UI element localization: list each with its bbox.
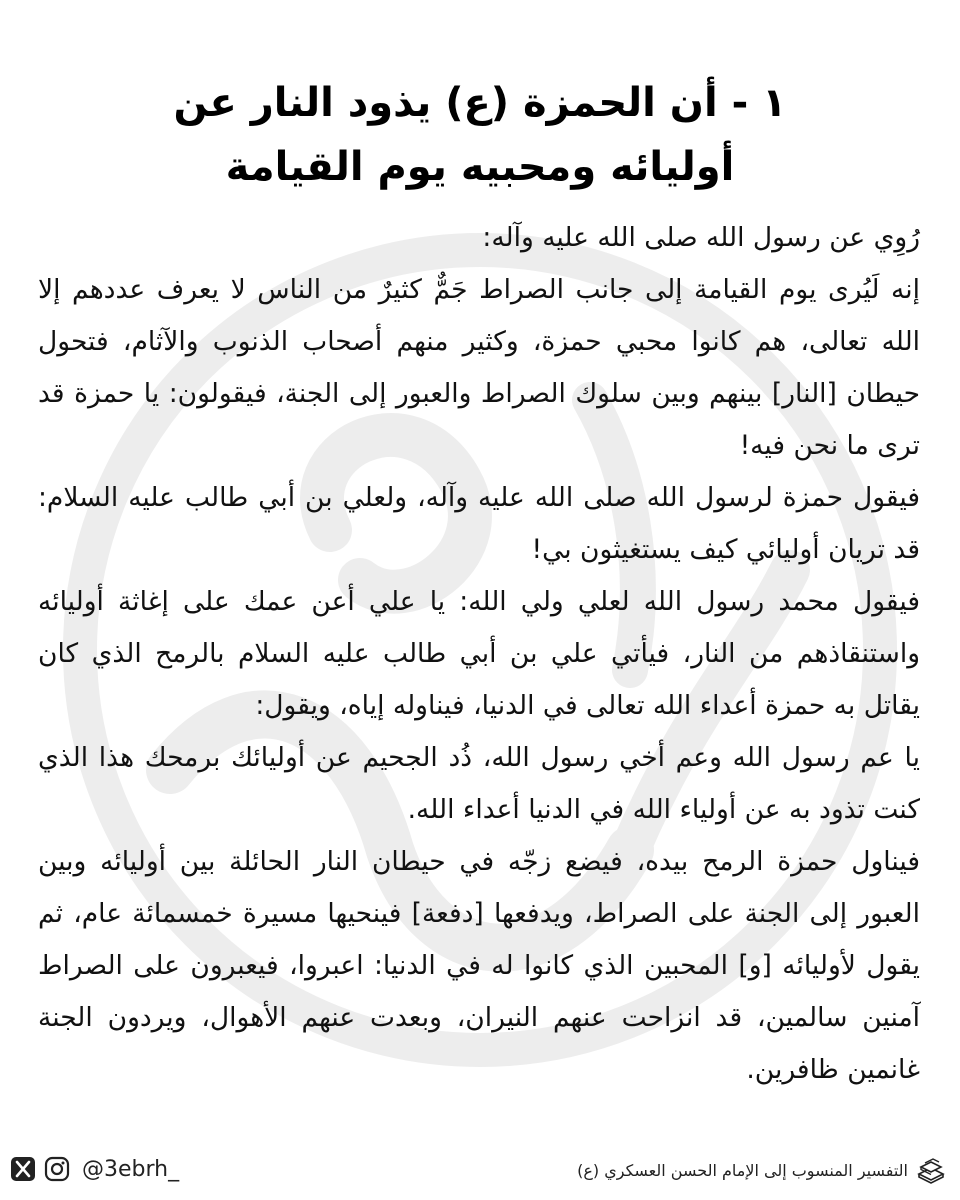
paragraph: فيقول حمزة لرسول الله صلى الله عليه وآله، ولعلي بن أبي طالب عليه السلام: قد تريان أوليائي كيف يستغيثون بي! [38, 482, 920, 565]
handle-text: @3ebrh_ [82, 1156, 180, 1182]
source-citation [577, 1156, 946, 1184]
paragraph: إنه لَيُرى يوم القيامة إلى جانب الصراط جَمٌّ كثيرٌ من الناس لا يعرف عددهم إلا الله تعالى، هم كانوا محبي حمزة، وكثير منهم أصحاب الذنوب والآثام، فتحول حيطان [النار] بينهم وبين سلوك الصراط والعبور إلى الجنة، فيقولون: يا حمزة قد ترى ما نحن فيه! [38, 274, 920, 461]
x-logo-icon[interactable] [10, 1156, 36, 1182]
paragraph-intro: رُوِي عن رسول الله صلى الله عليه وآله: [482, 222, 920, 253]
page-title [60, 71, 900, 199]
paragraph: فيقول محمد رسول الله لعلي ولي الله: يا علي أعن عمك على إغاثة أوليائه واستنقاذهم من النار، فيأتي علي بن أبي طالب عليه السلام بالرمح الذي كان يقاتل به حمزة أعداء الله تعالى في الدنيا، فيناوله إياه، ويقول: [38, 586, 920, 721]
title-line-1: ١ - أن الحمزة (ع) يذود النار عن [173, 79, 787, 126]
books-icon [916, 1156, 946, 1184]
paragraph: فيناول حمزة الرمح بيده، فيضع زجّه في حيطان النار الحائلة بين أوليائه وبين العبور إلى الجنة على الصراط، ويدفعها [دفعة] فينحيها مسيرة خمسمائة عام، ثم يقول لأوليائه [و] المحبين الذي كانوا له في الدنيا: اعبروا، فيعبرون على الصراط آمنين سالمين، قد انزاحت عنهم النيران، وبعدت عنهم الأهوال، ويردون الجنة غانمين ظافرين. [38, 846, 920, 1085]
paragraph: يا عم رسول الله وعم أخي رسول الله، ذُد الجحيم عن أوليائك برمحك هذا الذي كنت تذود به عن أولياء الله في الدنيا أعداء الله. [38, 742, 920, 825]
article-body [38, 212, 920, 1096]
footer [0, 1150, 960, 1190]
instagram-icon[interactable] [44, 1156, 70, 1182]
title-line-2: أوليائه ومحبيه يوم القيامة [225, 143, 735, 190]
source-text: التفسير المنسوب إلى الإمام الحسن العسكري (ع) [577, 1160, 908, 1180]
social-handle[interactable] [10, 1156, 179, 1182]
